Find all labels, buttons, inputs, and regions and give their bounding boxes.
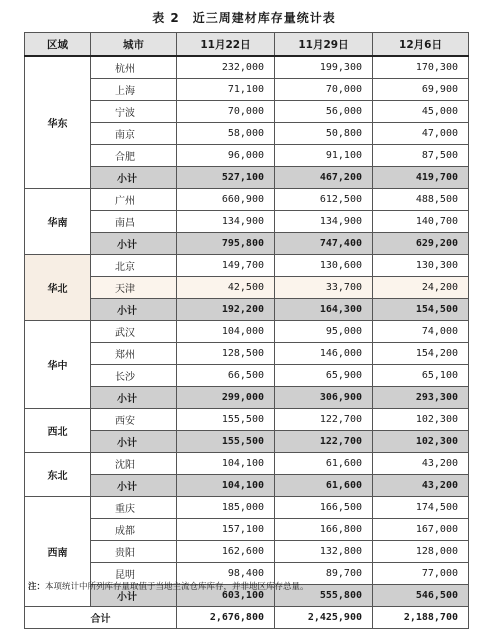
- table-row: [25, 453, 469, 475]
- inventory-value: 130,600: [275, 255, 373, 277]
- inventory-value: 66,500: [177, 365, 275, 387]
- inventory-value: 47,000: [373, 123, 469, 145]
- inventory-value: 128,500: [177, 343, 275, 365]
- inventory-value: 146,000: [275, 343, 373, 365]
- city-cell: 贵阳: [91, 541, 177, 563]
- inventory-value: 77,000: [373, 563, 469, 585]
- inventory-value: 132,800: [275, 541, 373, 563]
- inventory-value: 65,100: [373, 365, 469, 387]
- city-cell: 沈阳: [91, 453, 177, 475]
- grand-total-value: 2,188,700: [373, 607, 469, 629]
- footnote: [28, 580, 309, 592]
- inventory-value: 42,500: [177, 277, 275, 299]
- inventory-value: 91,100: [275, 145, 373, 167]
- subtotal-value: 527,100: [177, 167, 275, 189]
- inventory-value: 660,900: [177, 189, 275, 211]
- table-body: [25, 56, 469, 629]
- region-cell: 东北: [25, 453, 91, 497]
- inventory-value: 104,000: [177, 321, 275, 343]
- inventory-value: 167,000: [373, 519, 469, 541]
- inventory-value: 61,600: [275, 453, 373, 475]
- subtotal-value: 546,500: [373, 585, 469, 607]
- subtotal-row: [25, 387, 469, 409]
- inventory-value: 140,700: [373, 211, 469, 233]
- col-header-week3: 12月6日: [373, 33, 469, 57]
- subtotal-row: [25, 431, 469, 453]
- inventory-value: 43,200: [373, 453, 469, 475]
- inventory-value: 134,900: [275, 211, 373, 233]
- subtotal-value: 306,900: [275, 387, 373, 409]
- inventory-value: 128,000: [373, 541, 469, 563]
- city-cell: 广州: [91, 189, 177, 211]
- grand-total-label: 合计: [25, 607, 177, 629]
- inventory-value: 122,700: [275, 409, 373, 431]
- city-cell: 北京: [91, 255, 177, 277]
- subtotal-value: 419,700: [373, 167, 469, 189]
- table-row: [25, 56, 469, 79]
- region-cell: 西北: [25, 409, 91, 453]
- subtotal-value: 102,300: [373, 431, 469, 453]
- inventory-value: 130,300: [373, 255, 469, 277]
- inventory-value: 56,000: [275, 101, 373, 123]
- inventory-value: 488,500: [373, 189, 469, 211]
- inventory-value: 96,000: [177, 145, 275, 167]
- city-cell: 重庆: [91, 497, 177, 519]
- inventory-value: 170,300: [373, 56, 469, 79]
- inventory-value: 58,000: [177, 123, 275, 145]
- inventory-value: 199,300: [275, 56, 373, 79]
- grand-total-value: 2,676,800: [177, 607, 275, 629]
- city-cell: 长沙: [91, 365, 177, 387]
- region-cell: 华中: [25, 321, 91, 409]
- subtotal-value: 555,800: [275, 585, 373, 607]
- region-cell: 西南: [25, 497, 91, 607]
- table-row: [25, 189, 469, 211]
- inventory-value: 24,200: [373, 277, 469, 299]
- subtotal-value: 603,100: [177, 585, 275, 607]
- city-cell: 郑州: [91, 343, 177, 365]
- table-row: [25, 101, 469, 123]
- table-row: [25, 277, 469, 299]
- subtotal-value: 299,000: [177, 387, 275, 409]
- subtotal-label: 小计: [91, 475, 177, 497]
- col-header-week1: 11月22日: [177, 33, 275, 57]
- city-cell: 昆明: [91, 563, 177, 585]
- table-row: [25, 211, 469, 233]
- inventory-value: 154,200: [373, 343, 469, 365]
- subtotal-label: 小计: [91, 585, 177, 607]
- subtotal-value: 795,800: [177, 233, 275, 255]
- subtotal-row: [25, 233, 469, 255]
- inventory-value: 155,500: [177, 409, 275, 431]
- inventory-value: 162,600: [177, 541, 275, 563]
- city-cell: 南京: [91, 123, 177, 145]
- inventory-value: 45,000: [373, 101, 469, 123]
- inventory-value: 157,100: [177, 519, 275, 541]
- table-row: [25, 79, 469, 101]
- table-row: [25, 541, 469, 563]
- inventory-value: 89,700: [275, 563, 373, 585]
- region-cell: 华北: [25, 255, 91, 321]
- inventory-value: 50,800: [275, 123, 373, 145]
- header-row: [25, 33, 469, 57]
- city-cell: 宁波: [91, 101, 177, 123]
- city-cell: 武汉: [91, 321, 177, 343]
- region-cell: 华东: [25, 56, 91, 189]
- table-row: [25, 365, 469, 387]
- city-cell: 西安: [91, 409, 177, 431]
- inventory-value: 232,000: [177, 56, 275, 79]
- city-cell: 杭州: [91, 56, 177, 79]
- inventory-value: 166,800: [275, 519, 373, 541]
- subtotal-label: 小计: [91, 233, 177, 255]
- inventory-value: 95,000: [275, 321, 373, 343]
- col-header-city: 城市: [91, 33, 177, 57]
- subtotal-row: [25, 299, 469, 321]
- table-row: [25, 409, 469, 431]
- subtotal-value: 154,500: [373, 299, 469, 321]
- subtotal-value: 293,300: [373, 387, 469, 409]
- region-cell: 华南: [25, 189, 91, 255]
- inventory-value: 74,000: [373, 321, 469, 343]
- table-row: [25, 255, 469, 277]
- subtotal-value: 164,300: [275, 299, 373, 321]
- subtotal-row: [25, 167, 469, 189]
- inventory-value: 70,000: [177, 101, 275, 123]
- table-row: [25, 145, 469, 167]
- inventory-value: 149,700: [177, 255, 275, 277]
- subtotal-label: 小计: [91, 299, 177, 321]
- subtotal-value: 467,200: [275, 167, 373, 189]
- subtotal-value: 104,100: [177, 475, 275, 497]
- inventory-value: 185,000: [177, 497, 275, 519]
- footnote-text: 本项统计中所列库存量取值于当地主流仓库库存，并非地区库存总量。: [45, 582, 309, 592]
- inventory-value: 69,900: [373, 79, 469, 101]
- subtotal-value: 122,700: [275, 431, 373, 453]
- grand-total-value: 2,425,900: [275, 607, 373, 629]
- subtotal-label: 小计: [91, 387, 177, 409]
- subtotal-value: 747,400: [275, 233, 373, 255]
- subtotal-value: 61,600: [275, 475, 373, 497]
- col-header-week2: 11月29日: [275, 33, 373, 57]
- subtotal-row: [25, 475, 469, 497]
- city-cell: 南昌: [91, 211, 177, 233]
- inventory-value: 166,500: [275, 497, 373, 519]
- inventory-value: 65,900: [275, 365, 373, 387]
- table-row: [25, 123, 469, 145]
- inventory-value: 612,500: [275, 189, 373, 211]
- table-row: [25, 497, 469, 519]
- inventory-value: 174,500: [373, 497, 469, 519]
- subtotal-label: 小计: [91, 167, 177, 189]
- inventory-value: 98,400: [177, 563, 275, 585]
- subtotal-value: 629,200: [373, 233, 469, 255]
- table-row: [25, 321, 469, 343]
- inventory-value: 102,300: [373, 409, 469, 431]
- subtotal-value: 155,500: [177, 431, 275, 453]
- inventory-value: 70,000: [275, 79, 373, 101]
- subtotal-label: 小计: [91, 431, 177, 453]
- inventory-value: 33,700: [275, 277, 373, 299]
- city-cell: 合肥: [91, 145, 177, 167]
- table-row: [25, 343, 469, 365]
- table-title: 表 2 近三周建材库存量统计表: [152, 11, 336, 25]
- inventory-value: 134,900: [177, 211, 275, 233]
- footnote-label: 注：: [28, 582, 46, 592]
- inventory-value: 104,100: [177, 453, 275, 475]
- inventory-value: 71,100: [177, 79, 275, 101]
- table-row: [25, 519, 469, 541]
- col-header-region: 区域: [25, 33, 91, 57]
- subtotal-value: 192,200: [177, 299, 275, 321]
- city-cell: 天津: [91, 277, 177, 299]
- subtotal-value: 43,200: [373, 475, 469, 497]
- grand-total-row: [25, 607, 469, 629]
- city-cell: 上海: [91, 79, 177, 101]
- city-cell: 成都: [91, 519, 177, 541]
- inventory-value: 87,500: [373, 145, 469, 167]
- inventory-table: [24, 32, 469, 629]
